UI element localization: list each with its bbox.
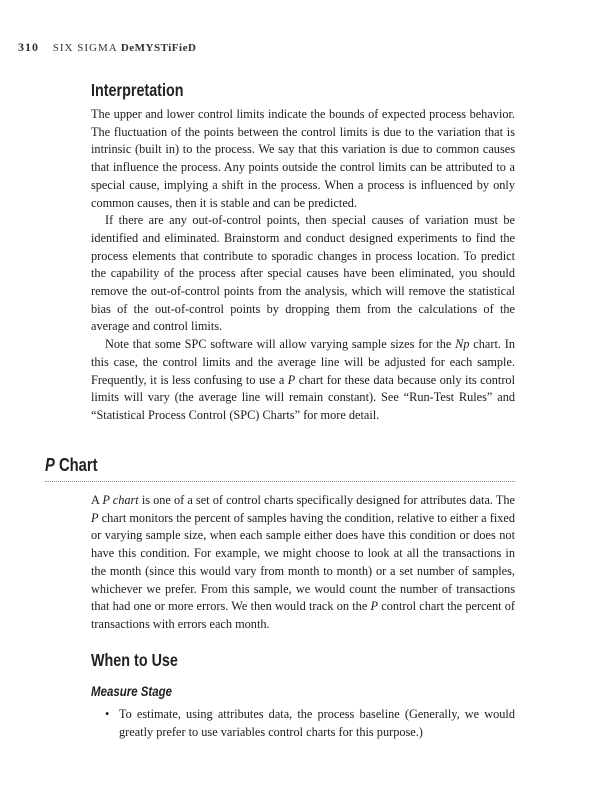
- interpretation-paragraph-3: Note that some SPC software will allow varying sample sizes for the Np chart. In this case, the control limits and the average line will be adjusted for each sample. Frequently, it is less confusing to use a P chart for these data because only its control limits will vary (the average line will remain constant). See “Run-Test Rules” and “Statistical Process Control (SPC) Charts” for more detail.: [91, 337, 515, 422]
- p-chart-paragraph: A P chart is one of a set of control charts specifically designed for attributes data. The P chart monitors the percent of samples having the condition, relative to either a fixed or varying sample size, when each sample either does have this condition or does not have this condition. For example, we might choose to look at all the transactions in the month (since this would vary from month to month) or a set number of samples, whichever we prefer. From this sample, we would count the number of transactions that had one or more errors. We then would track on the P control chart the percent of transactions with errors each month.: [91, 493, 516, 631]
- page-number: 310: [18, 40, 39, 54]
- running-head: [18, 40, 196, 55]
- p-chart-term: P: [287, 372, 296, 387]
- when-to-use-list: [105, 706, 515, 741]
- book-title: SIX SIGMA: [52, 42, 118, 54]
- list-item: • To estimate, using attributes data, the process baseline (Generally, we would greatly prefer to use variables control charts for this purpose.): [105, 707, 515, 739]
- measure-stage-subheading: Measure Stage: [91, 683, 173, 699]
- book-subtitle: DeMYSTiFieD: [120, 42, 197, 54]
- p-chart-heading: P Chart: [45, 455, 98, 475]
- p-chart-definition-term: P chart: [102, 493, 139, 507]
- section-divider: [45, 481, 515, 482]
- np-chart-term: Np: [455, 337, 470, 352]
- interpretation-heading: Interpretation: [91, 80, 184, 100]
- interpretation-paragraph-1: The upper and lower control limits indicate the bounds of expected process behavior. The fluctuation of the points between the control limits is due to the variation that is intrinsic (built in) to the process. We say that this variation is due to common causes that influence the process. Any points outside the control limits can be attributed to a special cause, implying a shift in the process. When a process is influenced by only common causes, then it is stable and can be predicted.: [91, 107, 515, 210]
- interpretation-paragraph-2: If there are any out-of-control points, then special causes of variation must be identified and eliminated. Brainstorm and conduct designed experiments to find the process elements that contribute to sporadic changes in process location. To predict the capability of the process after special causes have been eliminated, you should remove the out-of-control points from the analysis, which will remove the statistical bias of the out-of-control points by dropping them from the calculations of the average and control limits.: [91, 213, 515, 334]
- interpretation-body: [91, 106, 515, 425]
- when-to-use-heading: When to Use: [91, 650, 178, 670]
- bullet-icon: •: [105, 707, 110, 721]
- p-chart-body: [91, 492, 515, 634]
